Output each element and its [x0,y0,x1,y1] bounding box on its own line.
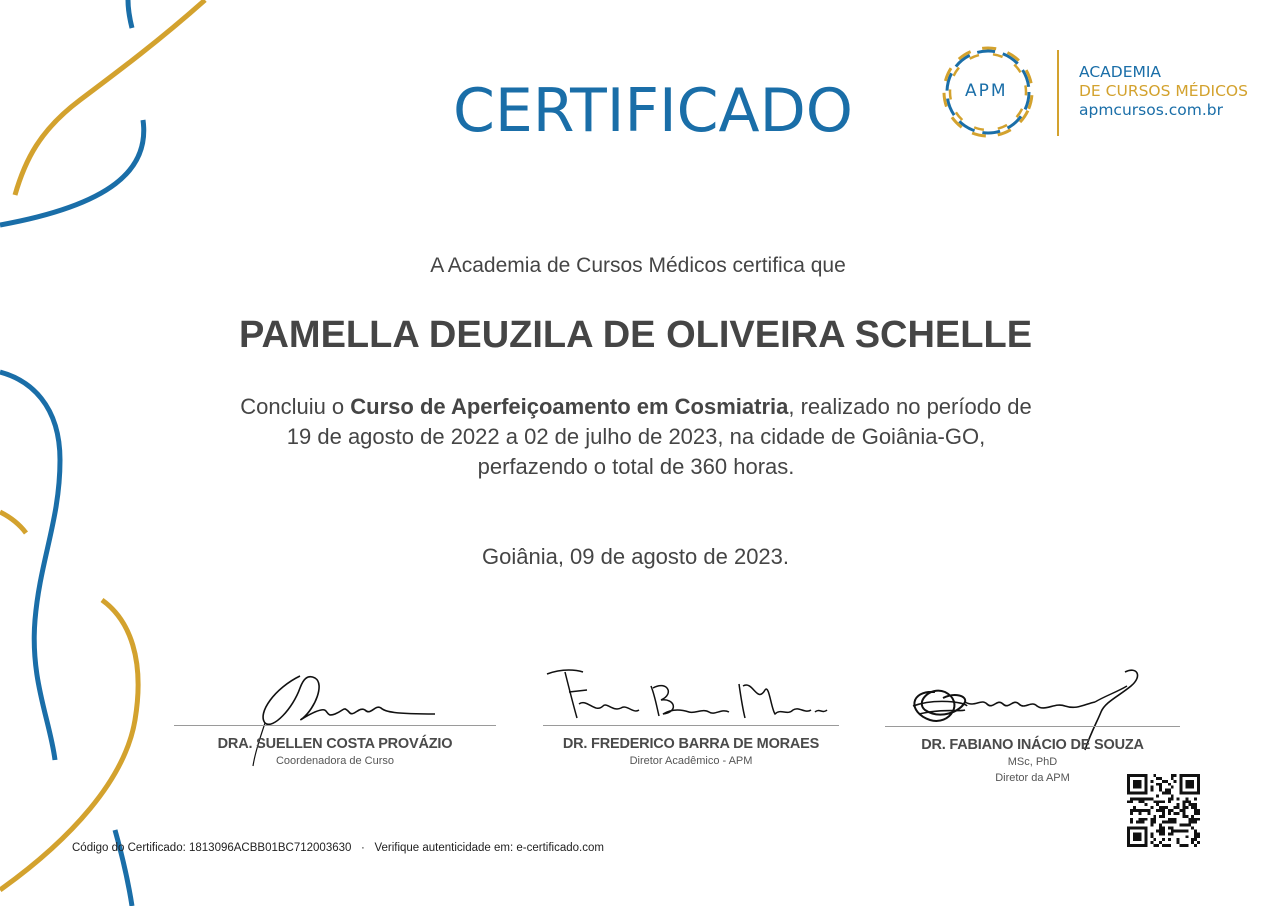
recipient-name: PAMELLA DEUZILA DE OLIVEIRA SCHELLE [238,314,1033,356]
logo-line-website: apmcursos.com.br [1079,101,1223,119]
body-prefix: Concluiu o [240,394,351,419]
body-suffix: , realizado no período de 19 de agosto de 2022 a 02 de julho de 2023, na cidade de Goiânia-GO, perfazendo o total de 360 horas. [286,394,1032,479]
signature-line [543,725,839,726]
certificate-footer [72,842,604,854]
signer-name: DR. FREDERICO BARRA DE MORAES [562,736,820,752]
certificate-code: Código do Certificado: 1813096ACBB01BC712003630 [72,842,352,854]
signature-line [174,725,496,726]
signature-block-moraes [543,725,839,768]
logo-line-cursos: DE CURSOS MÉDICOS [1079,82,1248,100]
place-and-date: Goiânia, 09 de agosto de 2023. [481,544,790,569]
certificate-title: CERTIFICADO [452,76,854,146]
footer-separator: · [361,842,365,854]
apm-logo [938,42,1258,142]
certificate-body [236,392,1036,482]
course-name: Curso de Aperfeiçoamento em Cosmiatria [350,394,789,419]
signer-name: DRA. SUELLEN COSTA PROVÁZIO [217,736,453,752]
qr-code[interactable] [1127,774,1200,847]
signature-block-provazio [174,725,496,768]
signature-image-moraes [543,664,833,726]
signer-role: Coordenadora de Curso [275,755,395,767]
certificate-intro: A Academia de Cursos Médicos certifica que [430,254,846,277]
signer-name: DR. FABIANO INÁCIO DE SOUZA [921,737,1144,753]
signer-credentials: MSc, PhD [1007,756,1058,768]
logo-text [1079,63,1248,120]
signer-role: Diretor da APM [995,772,1070,784]
signer-role: Diretor Acadêmico - APM [629,755,753,767]
verify-link[interactable]: Verifique autenticidade em: e-certificado.com [374,842,604,854]
logo-divider [1057,50,1059,136]
logo-abbreviation: APM [965,81,1008,101]
logo-line-academia: ACADEMIA [1079,63,1162,81]
signature-line [885,726,1180,727]
